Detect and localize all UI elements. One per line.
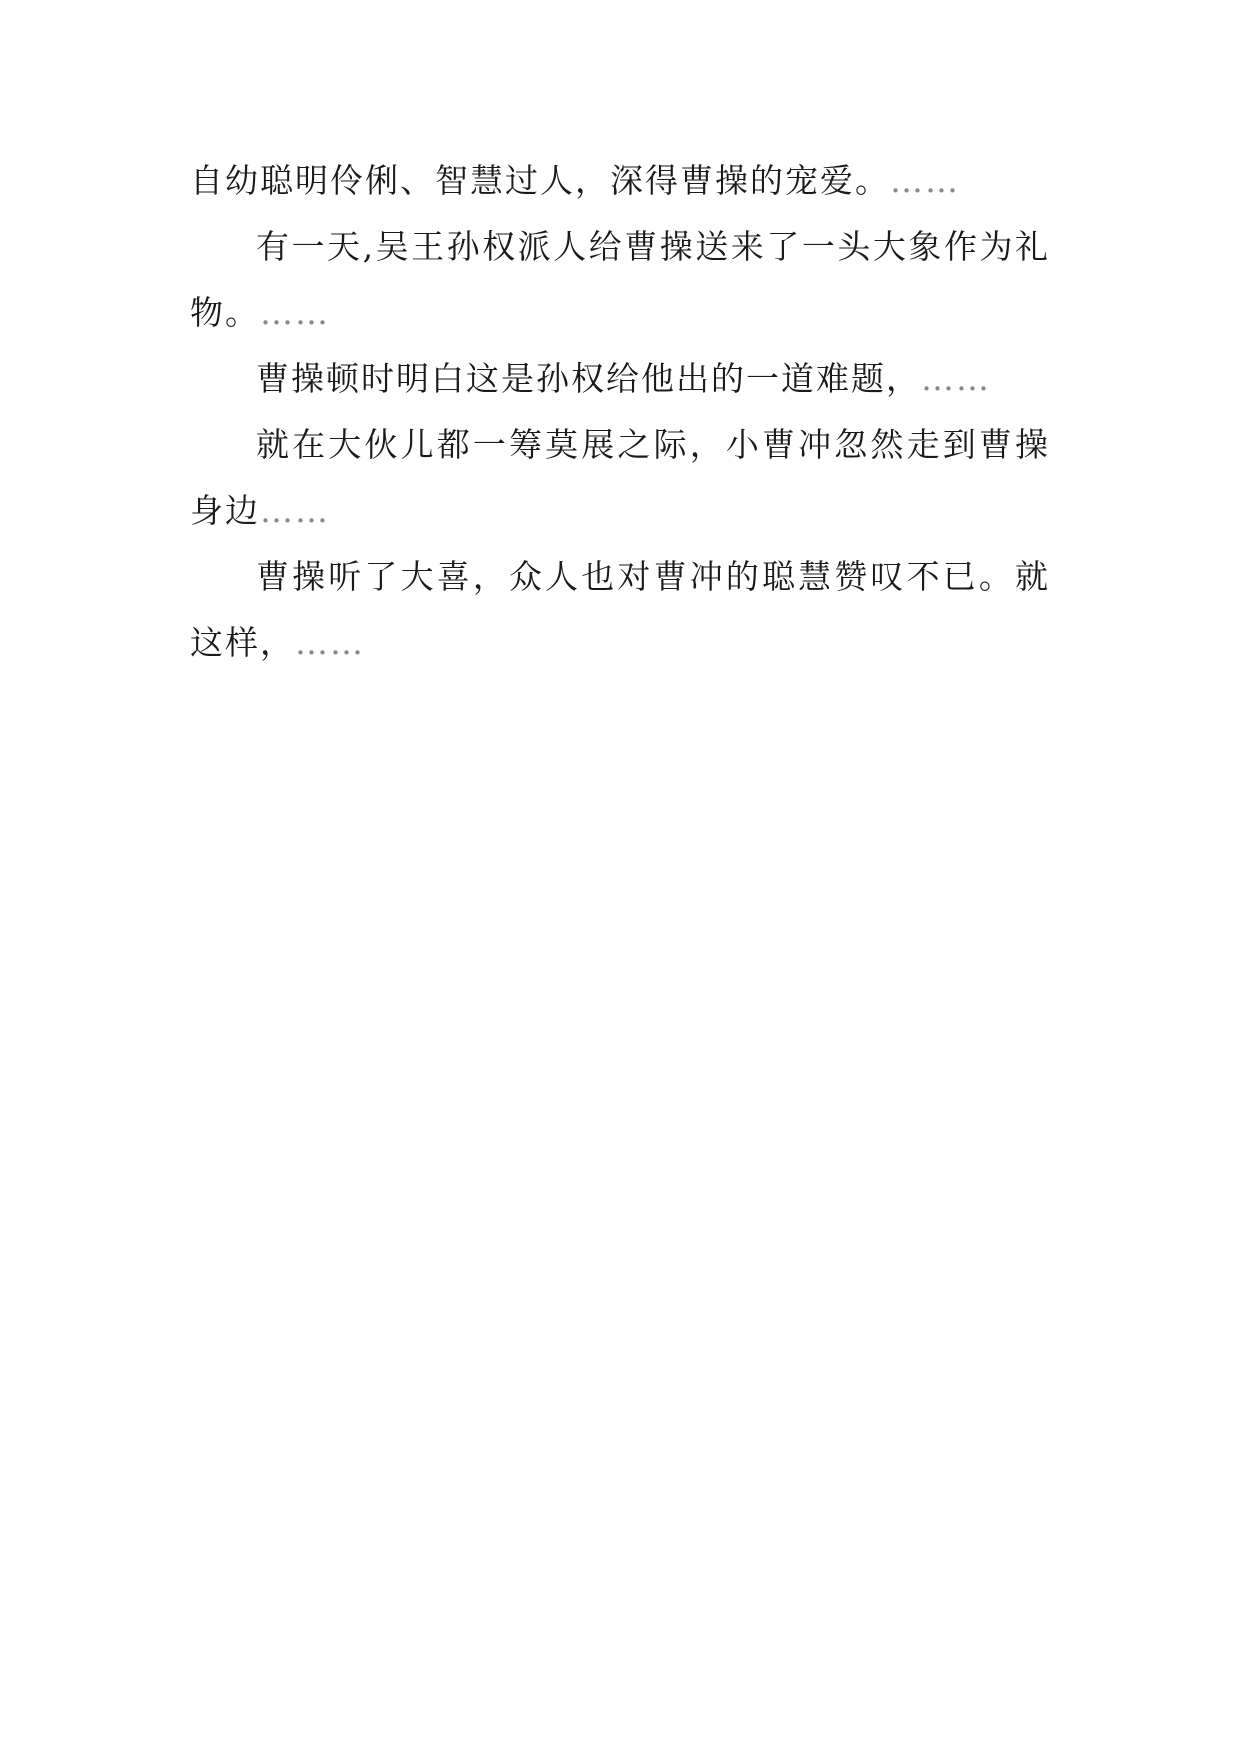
omission-marker: ……: [890, 161, 960, 200]
paragraph-2-excerpt: 有一天,吴王孙权派人给曹操送来了一头大象作为礼物。: [190, 227, 1050, 332]
omission-marker: ……: [295, 623, 365, 662]
paragraph-1: [190, 148, 1050, 214]
paragraph-5: [190, 544, 1050, 676]
omission-marker: ……: [260, 293, 330, 332]
paragraph-2: [190, 214, 1050, 346]
omission-marker: ……: [260, 491, 330, 530]
paragraph-5-excerpt: 曹操听了大喜，众人也对曹冲的聪慧赞叹不已。就这样，: [190, 557, 1050, 662]
omission-marker: ……: [921, 359, 991, 398]
paragraph-3: [190, 346, 1050, 412]
paragraph-4-excerpt: 就在大伙儿都一筹莫展之际，小曹冲忽然走到曹操身边: [190, 425, 1050, 530]
paragraph-1-excerpt: 自幼聪明伶俐、智慧过人，深得曹操的宠爱。: [190, 161, 890, 200]
paragraph-3-excerpt: 曹操顿时明白这是孙权给他出的一道难题，: [256, 359, 921, 398]
body-text: [190, 148, 1050, 676]
paragraph-4: [190, 412, 1050, 544]
